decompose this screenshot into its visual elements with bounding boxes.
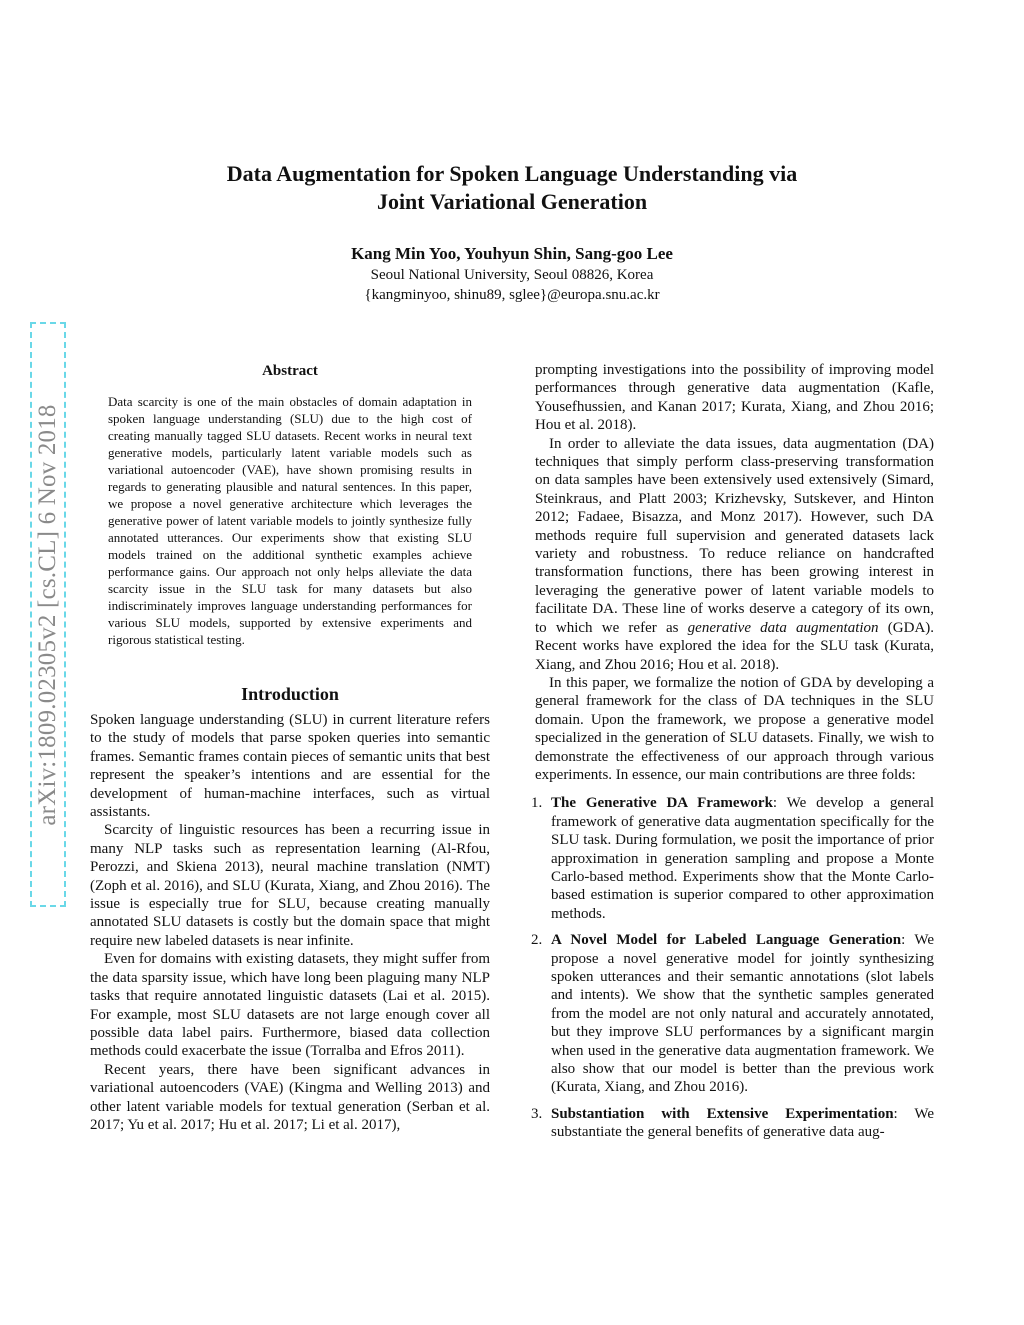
right-paragraph-1: prompting investigations into the possibility of improving model performances through generative data augmentation (Kafle, Yousefhussien, and Kanan 2017; Kurata, Xiang, and Zhou 2016; Hou et al. 2018). <box>535 362 934 434</box>
abstract-text: Data scarcity is one of the main obstacles of domain adaptation in spoken language understanding (SLU) due to the high cost of creating manually tagged SLU datasets. Recent works in neural text generative models, particularly latent variable models such as variational autoencoder (VAE), have shown promising results in regards to generating plausible and natural sentences. In this paper, we propose a novel generative architecture which leverages the generative power of latent variable models to jointly synthesize fully annotated utterances. Our experiments show that existing SLU models trained on the additional synthetic examples achieve performance gains. Our approach not only helps alleviate the data scarcity issue in the SLU task for many datasets but also indiscriminately improves language understanding performances for various SLU models, supported by extensive experiments and rigorous statistical testing. <box>108 394 472 647</box>
contribution-title: The Generative DA Framework <box>551 795 773 812</box>
intro-paragraph-1: Spoken language understanding (SLU) in current literature refers to the study of models that parse spoken queries into semantic frames. Semantic frames contain pieces of semantic units that best represent the speaker’s intentions and are essential for the development of human-machine interfaces, such as virtual assistants. <box>90 712 490 821</box>
right-paragraph-3: In this paper, we formalize the notion of GDA by developing a general framework for the class of DA techniques in the SLU domain. Upon the framework, we propose a generative model specialized in the generation of SLU datasets. Finally, we wish to demonstrate the effectiveness of our approach through various experiments. In essence, our main contributions are three folds: <box>535 674 934 783</box>
contribution-number: 2. <box>531 932 543 949</box>
author-email: {kangminyoo, shinu89, sglee}@europa.snu.ac.kr <box>364 287 660 303</box>
p2-text-before: In order to alleviate the data issues, data augmentation (DA) techniques that simply perform class-preserving transformation on data samples have been extensively used extensively (Simard, Steinkraus, and Platt 2003; Krizhevsky, Sutskever, and Hinton 2012; Fadaee, Bisazza, and Monz 2017). However, such DA methods require full supervision and generated datasets lack variety and robustness. To reduce reliance on handcrafted transformation functions, there has been growing interest in leveraging the generative power of latent variable models to facilitate DA. These line of works deserve a category of its own, to which we refer as <box>535 435 934 636</box>
p2-text-after: (GDA). Recent works have explored the idea for the SLU task (Kurata, Xiang, and Zhou 2016; Hou et al. 2018). <box>535 619 935 673</box>
contribution-item <box>531 794 934 923</box>
author-affiliation: Seoul National University, Seoul 08826, Korea <box>370 267 654 283</box>
contribution-number: 3. <box>531 1105 543 1122</box>
left-column <box>90 361 490 1134</box>
contribution-number: 1. <box>531 795 543 812</box>
right-paragraph-2 <box>535 435 934 674</box>
arxiv-stamp <box>30 322 66 907</box>
contribution-text: : We develop a general framework of generative data augmentation specifically for the SLU task. During formulation, we posit the importance of prior approximation in generation sampling and propose a Monte Carlo-based method. Experiments show that the Monte Carlo-based estimation is superior compared to other approximation methods. <box>551 795 934 922</box>
abstract-heading: Abstract <box>262 363 318 379</box>
intro-paragraph-3: Even for domains with existing datasets, they might suffer from the data sparsity issue, which have long been plaguing many NLP tasks that require annotated linguistic datasets (Lai et al. 2015). For example, most SLU datasets are not large enough cover all possible data label pairs. Furthermore, biased data collection methods could exacerbate the issue (Torralba and Efros 2011). <box>90 951 490 1060</box>
title-line-2: Joint Variational Generation <box>376 189 648 214</box>
contribution-text: : We substantiate the general benefits of generative data aug- <box>551 1105 934 1141</box>
contribution-title: Substantiation with Extensive Experimentation <box>551 1105 894 1122</box>
contributions-list <box>531 794 934 1141</box>
introduction-heading: Introduction <box>241 684 339 704</box>
intro-paragraph-2: Scarcity of linguistic resources has been a recurring issue in many NLP tasks such as representation learning (Al-Rfou, Perozzi, and Skiena 2013), neural machine translation (NMT) (Zoph et al. 2016), and SLU (Kurata, Xiang, and Zhou 2016). The issue is especially true for SLU, because creating manually annotated SLU datasets is costly but the domain space that might require new labeled datasets is near infinite. <box>90 822 490 949</box>
arxiv-identifier: arXiv:1809.02305v2 [cs.CL] 6 Nov 2018 <box>34 403 61 826</box>
intro-paragraph-4: Recent years, there have been significant advances in variational autoencoders (VAE) (Kingma and Welling 2013) and other latent variable models for textual generation (Serban et al. 2017; Yu et al. 2017; Hu et al. 2017; Li et al. 2017), <box>90 1061 490 1133</box>
paper-title <box>150 160 874 216</box>
contribution-item <box>531 1105 934 1142</box>
title-line-1: Data Augmentation for Spoken Language Understanding via <box>226 161 798 186</box>
p2-term-gda: generative data augmentation <box>687 619 879 636</box>
contribution-title: A Novel Model for Labeled Language Generation <box>551 932 902 949</box>
paper-authors: Kang Min Yoo, Youhyun Shin, Sang-goo Lee <box>351 244 673 263</box>
right-column <box>531 361 935 1150</box>
contribution-item <box>531 931 934 1097</box>
contribution-text: : We propose a novel generative model for jointly synthesizing spoken utterances and their semantic annotations (slot labels and intents). We show that the synthetic samples generated from the model are not only natural and accurately annotated, but they improve SLU performances by a significant margin when used in the generative data augmentation framework. We also show that our model is better than the previous work (Kurata, Xiang, and Zhou 2016). <box>551 932 934 1096</box>
